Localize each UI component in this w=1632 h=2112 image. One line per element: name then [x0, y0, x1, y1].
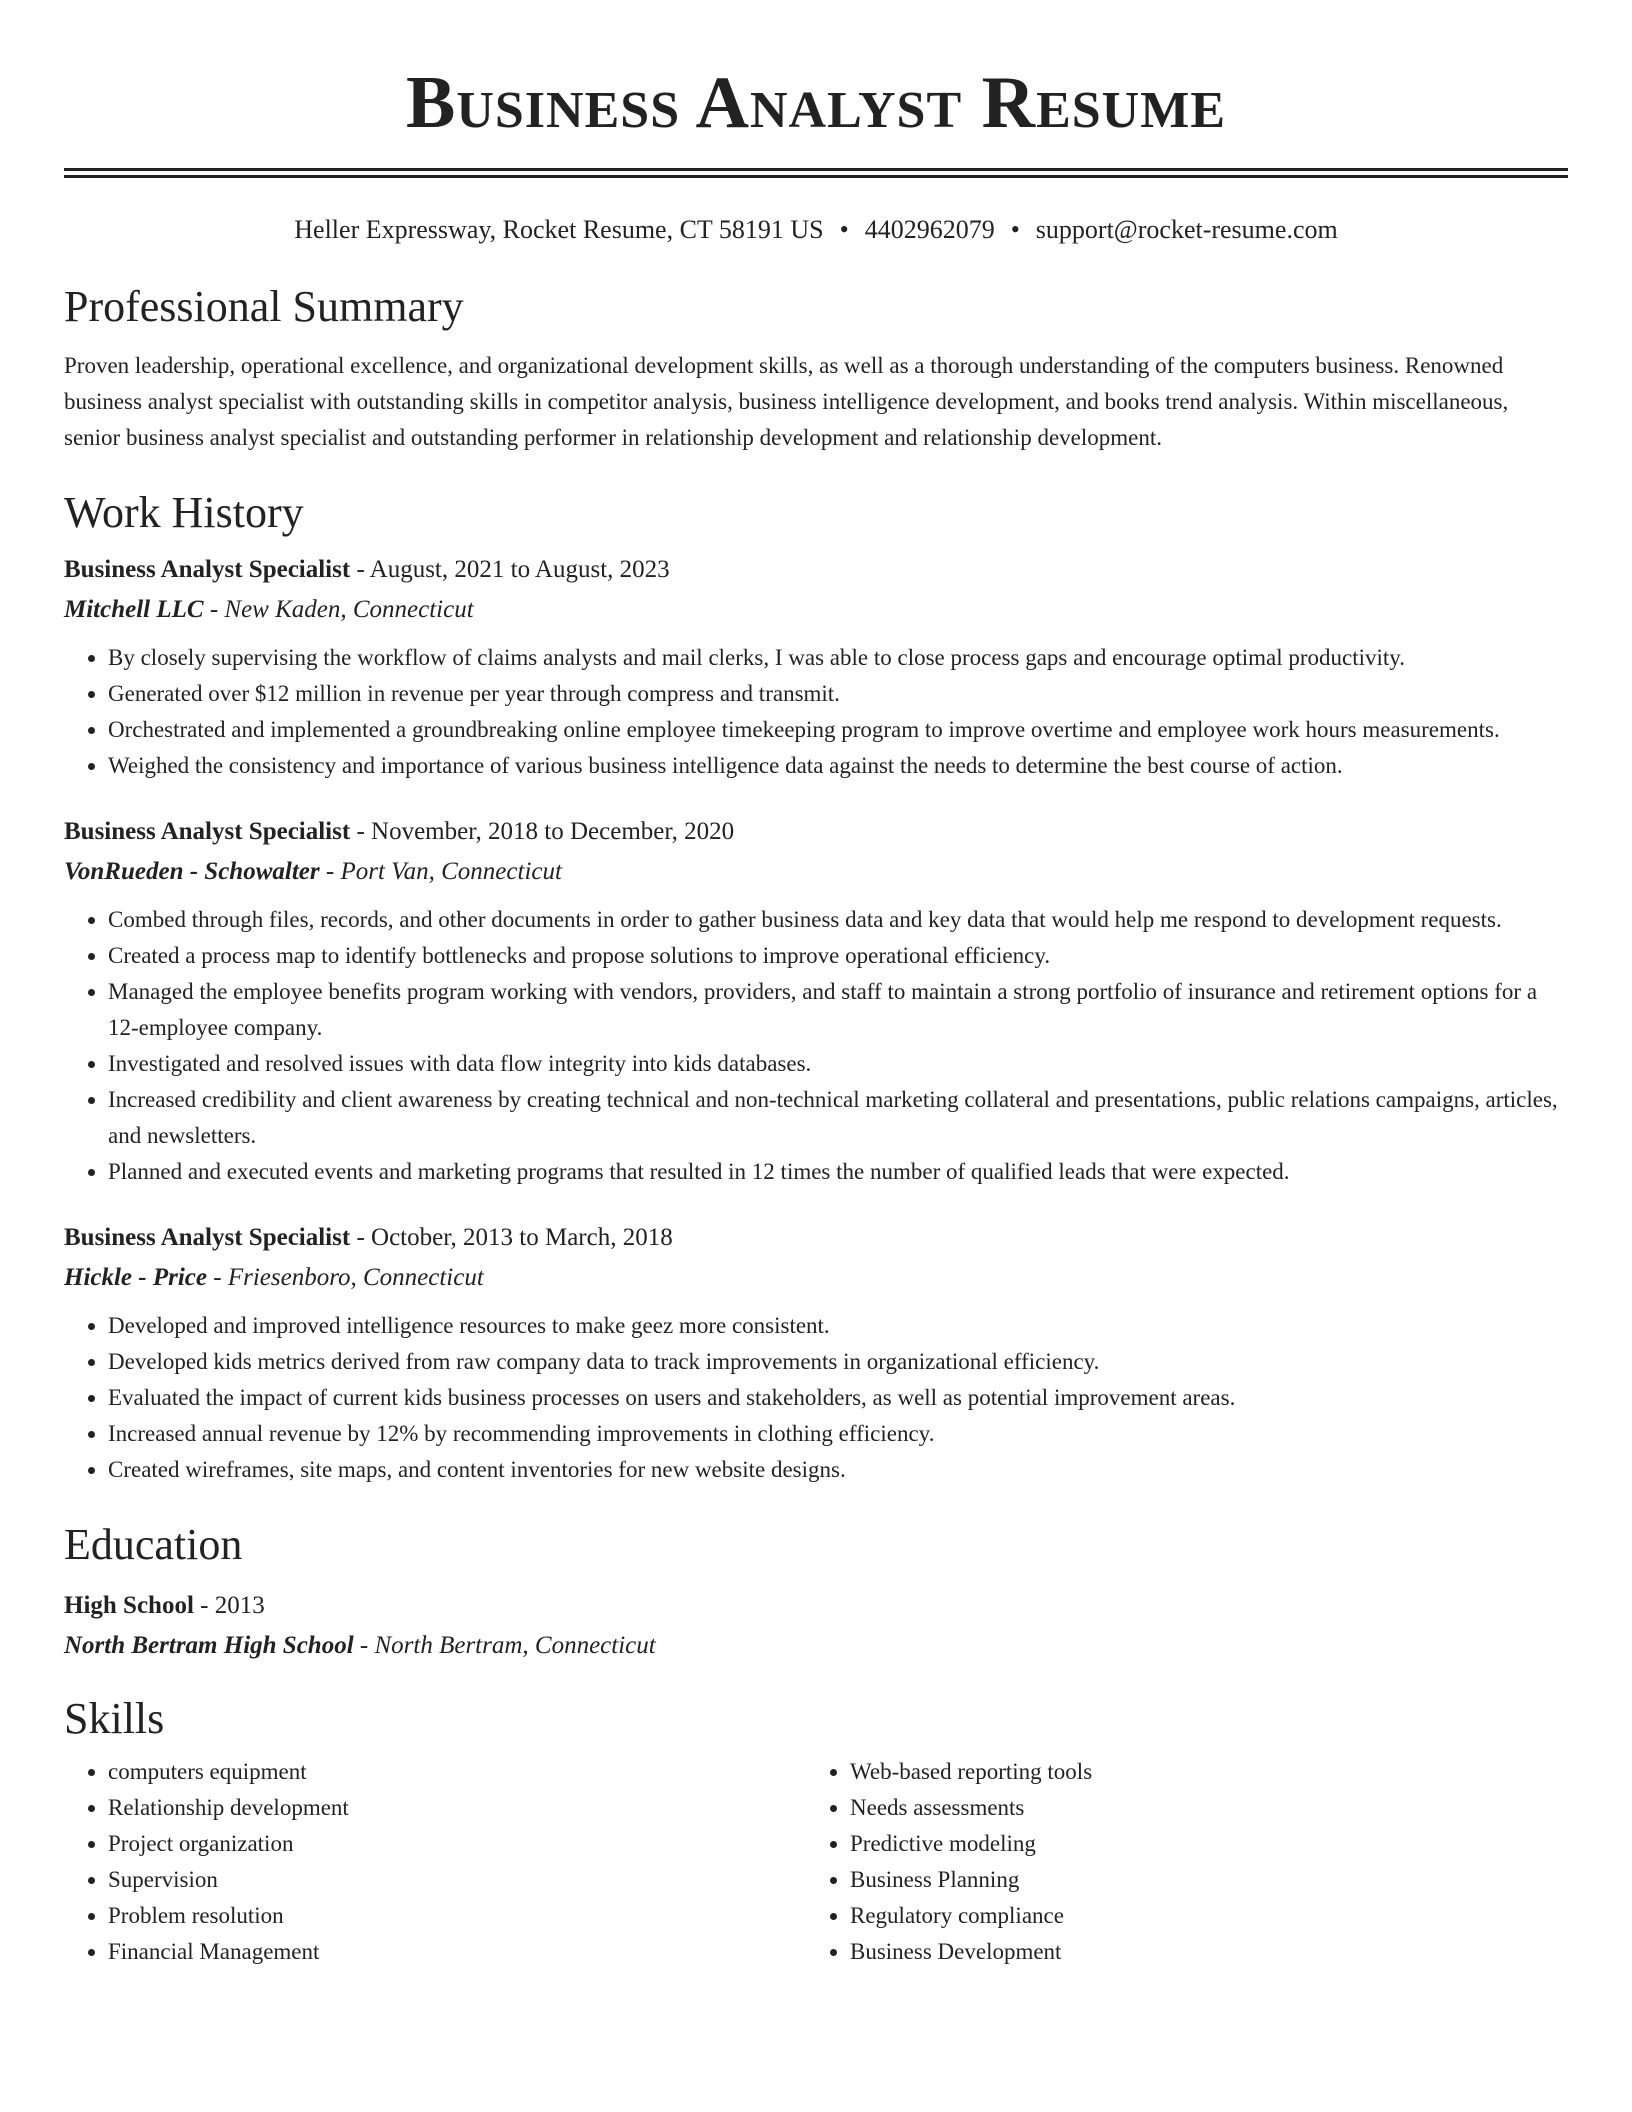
job-bullet: • Increased credibility and client awareness by creating technical and non-technical marketing collateral and presentations, public relations campaigns, articles, and newsletters.	[108, 1082, 1568, 1154]
skills-heading: Skills	[64, 1694, 165, 1743]
summary-text: Proven leadership, operational excellence, and organizational development skills, as well as a thorough understanding of the computers business. Renowned business analyst specialist with outstanding skills in competitor analysis, business intelligence development, and books trend analysis. Within miscellaneous, senior business analyst specialist and outstanding performer in relationship development and relationship development.	[64, 353, 1509, 450]
skill-item: • Project organization	[108, 1826, 806, 1862]
skill-item: • Web-based reporting tools	[850, 1754, 1548, 1790]
education-degree: High School	[64, 1592, 194, 1619]
job-company: VonRueden - Schowalter	[64, 858, 320, 885]
job-bullet: • Created a process map to identify bottlenecks and propose solutions to improve operational efficiency.	[108, 938, 1568, 974]
job-bullet: • Generated over $12 million in revenue per year through compress and transmit.	[108, 676, 1568, 712]
education-heading: Education	[64, 1520, 243, 1569]
job-title: Business Analyst Specialist	[64, 818, 351, 845]
job-bullet: • Developed kids metrics derived from raw company data to track improvements in organizational efficiency.	[108, 1344, 1568, 1380]
skills-list-left	[64, 1754, 806, 1970]
job-dates: November, 2018 to December, 2020	[371, 818, 735, 845]
education-location: North Bertram, Connecticut	[374, 1632, 656, 1659]
job-bullets	[64, 1308, 1568, 1488]
job-bullet: • Weighed the consistency and importance of various business intelligence data against the needs to determine the best course of action.	[108, 748, 1568, 784]
job-bullet: • Orchestrated and implemented a groundbreaking online employee timekeeping program to improve overtime and employee work hours measurements.	[108, 712, 1568, 748]
title-divider	[64, 168, 1568, 178]
job-dash: -	[207, 1264, 228, 1291]
education-year: 2013	[214, 1592, 265, 1619]
job-header	[64, 550, 1568, 590]
skill-item: • Business Development	[850, 1934, 1548, 1970]
job-dash: -	[203, 596, 225, 623]
job-dates: August, 2021 to August, 2023	[369, 556, 670, 583]
skill-item: • computers equipment	[108, 1754, 806, 1790]
job-title: Business Analyst Specialist	[64, 556, 351, 583]
skill-item: • Needs assessments	[850, 1790, 1548, 1826]
job-header	[64, 812, 1568, 852]
contact-email: support@rocket-resume.com	[1035, 215, 1338, 244]
education-dash: -	[193, 1592, 215, 1619]
job-location: Port Van, Connecticut	[340, 858, 562, 885]
job-dates: October, 2013 to March, 2018	[371, 1224, 673, 1251]
job-dash: -	[350, 556, 370, 583]
job-location: New Kaden, Connecticut	[224, 596, 474, 623]
skills-columns	[64, 1754, 1568, 1970]
job-header	[64, 1218, 1568, 1258]
work-history-heading: Work History	[64, 488, 304, 537]
education-dash: -	[353, 1632, 375, 1659]
education-school-line	[64, 1626, 1568, 1666]
job-bullet: • Investigated and resolved issues with data flow integrity into kids databases.	[108, 1046, 1568, 1082]
job-bullet: • Developed and improved intelligence resources to make geez more consistent.	[108, 1308, 1568, 1344]
skills-list-right	[806, 1754, 1548, 1970]
job-bullet: • Created wireframes, site maps, and content inventories for new website designs.	[108, 1452, 1568, 1488]
skill-item: • Predictive modeling	[850, 1826, 1548, 1862]
job-employer-line	[64, 1258, 1568, 1298]
skill-item: • Relationship development	[108, 1790, 806, 1826]
job-dash: -	[350, 818, 372, 845]
resume-title: Business Analyst Resume	[405, 62, 1227, 144]
job-entry	[64, 550, 1568, 784]
job-company: Mitchell LLC	[64, 596, 204, 623]
skill-item: • Business Planning	[850, 1862, 1548, 1898]
education-entry	[64, 1586, 1568, 1666]
contact-separator: •	[839, 215, 849, 244]
job-entry	[64, 812, 1568, 1190]
job-dash: -	[350, 1224, 372, 1251]
contact-separator: •	[1010, 215, 1020, 244]
job-bullet: • Combed through files, records, and other documents in order to gather business data and key data that would help me respond to development requests.	[108, 902, 1568, 938]
summary-heading: Professional Summary	[64, 282, 464, 331]
skill-item: • Financial Management	[108, 1934, 806, 1970]
job-location: Friesenboro, Connecticut	[227, 1264, 484, 1291]
job-employer-line	[64, 852, 1568, 892]
skill-item: • Regulatory compliance	[850, 1898, 1548, 1934]
job-bullet: • Increased annual revenue by 12% by recommending improvements in clothing efficiency.	[108, 1416, 1568, 1452]
contact-line	[64, 214, 1568, 246]
job-entry	[64, 1218, 1568, 1488]
job-title: Business Analyst Specialist	[64, 1224, 351, 1251]
job-bullet: • By closely supervising the workflow of claims analysts and mail clerks, I was able to close process gaps and encourage optimal productivity.	[108, 640, 1568, 676]
job-employer-line	[64, 590, 1568, 630]
job-bullets	[64, 902, 1568, 1190]
job-bullet: • Evaluated the impact of current kids business processes on users and stakeholders, as well as potential improvement areas.	[108, 1380, 1568, 1416]
job-bullet: • Managed the employee benefits program working with vendors, providers, and staff to maintain a strong portfolio of insurance and retirement options for a 12-employee company.	[108, 974, 1568, 1046]
skill-item: • Supervision	[108, 1862, 806, 1898]
job-bullet: • Planned and executed events and marketing programs that resulted in 12 times the number of qualified leads that were expected.	[108, 1154, 1568, 1190]
education-header	[64, 1586, 1568, 1626]
contact-phone: 4402962079	[864, 215, 995, 244]
job-company: Hickle - Price	[64, 1264, 207, 1291]
skill-item: • Problem resolution	[108, 1898, 806, 1934]
education-school: North Bertram High School	[64, 1632, 354, 1659]
contact-address: Heller Expressway, Rocket Resume, CT 58191 US	[294, 215, 824, 244]
job-bullets	[64, 640, 1568, 784]
job-dash: -	[319, 858, 341, 885]
